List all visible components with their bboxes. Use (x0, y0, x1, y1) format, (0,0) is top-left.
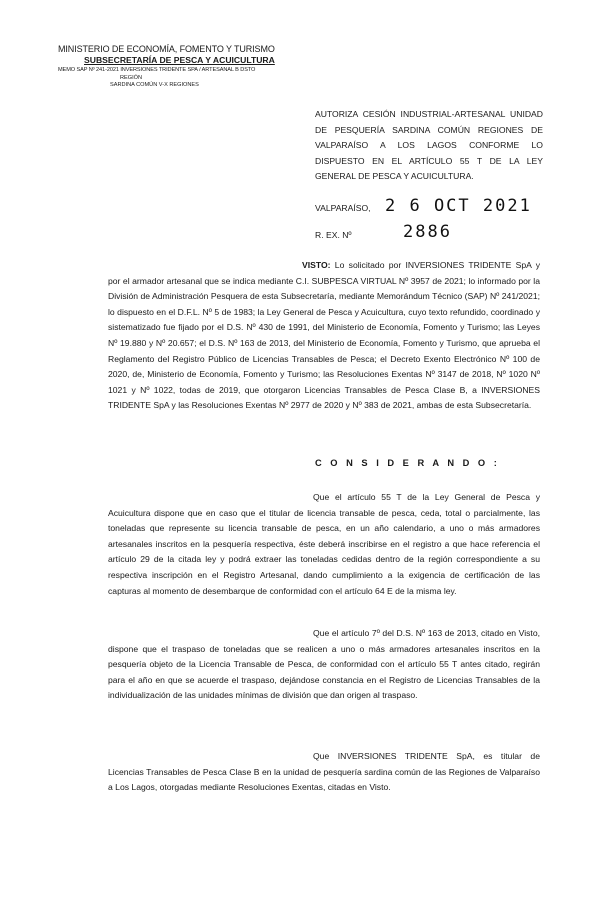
considerando-paragraph-2 (108, 626, 540, 704)
place-and-date (315, 197, 555, 219)
considerando-heading: C O N S I D E R A N D O : (315, 458, 500, 468)
visto-text: Lo solicitado por INVERSIONES TRIDENTE SpA y por el armador artesanal que se indica mediante C.I. SUBPESCA VIRTUAL Nº 3957 de 2021; lo informado por la División de Administración Pesquera de esta Subsecretaría, mediante Memorándum Técnico (SAP) Nº 241/2021; lo dispuesto en el D.F.L. Nº 5 de 1983; la Ley General de Pesca y Acuicultura, cuyo texto refundido, coordinado y sistematizado fue fijado por el D.S. Nº 430 de 1991, del Ministerio de Economía, Fomento y Turismo; las Leyes Nº 19.880 y Nº 20.657; el D.S. Nº 163 de 2013, del Ministerio de Economía, Fomento y Turismo, que aprueba el Reglamento del Registro Público de Licencias Transables de Pesca; el Decreto Exento Electrónico Nº 100 de 2020, de, Ministerio de Economía, Fomento y Turismo; las Resoluciones Exentas Nº 3147 de 2018, Nº 1020 Nº 1021 y Nº 1022, todas de 2019, que otorgaron Licencias Transables de Pesca Clase B, a INVERSIONES TRIDENTE SpA y las Resoluciones Exentas Nº 2977 de 2020 y Nº 383 de 2021, ambas de esta Subsecretaría. (108, 260, 540, 411)
city-label: VALPARAÍSO, (315, 203, 371, 213)
resolution-subject: AUTORIZA CESIÓN INDUSTRIAL-ARTESANAL UNIDAD DE PESQUERÍA SARDINA COMÚN REGIONES DE VALPARAÍSO A LOS LAGOS CONFORME LO DISPUESTO EN EL ARTÍCULO 55 T DE LA LEY GENERAL DE PESCA Y ACUICULTURA. (315, 109, 543, 181)
region-label: REGIÓN (120, 75, 143, 81)
considerando-paragraph-1 (108, 490, 540, 599)
considerando-text-3: Que INVERSIONES TRIDENTE SpA, es titular de Licencias Transables de Pesca Clase B en la unidad de pesquería sardina común de las Regiones de Valparaíso a Los Lagos, otorgadas mediante Resoluciones Exentas, citadas en Visto. (108, 751, 540, 793)
visto-paragraph (108, 258, 540, 414)
rex-label: R. EX. Nº (315, 230, 352, 240)
visto-label: VISTO: (302, 260, 331, 270)
undersecretariat-name: SUBSECRETARÍA DE PESCA Y ACUICULTURA (84, 55, 275, 65)
date-stamp: 2 6 OCT 2021 (385, 196, 532, 216)
rex-number: 2886 (403, 222, 452, 242)
considerando-text-1: Que el artículo 55 T de la Ley General de Pesca y Acuicultura dispone que en caso que el titular de licencia transable de pesca, ceda, total o parcialmente, las toneladas que represente su licencia transable de pesca, en un año calendario, a uno o más armadores artesanales inscritos en la pesquería respectiva, éste deberá inscribirse en el registro a que hace referencia el artículo 29 de la citada ley y podrá extraer las toneladas cedidas dentro de la región correspondiente a su respectiva inscripción en el Registro Artesanal, dando cumplimiento a la exigencia de certificación de las capturas al momento de desembarque de conformidad con el artículo 64 E de la misma ley. (108, 492, 540, 596)
considerando-paragraph-3 (108, 749, 540, 796)
species-regions: SARDINA COMÚN V-X REGIONES (110, 82, 199, 88)
considerando-text-2: Que el artículo 7º del D.S. Nº 163 de 2013, citado en Visto, dispone que el traspaso de toneladas que se realicen a uno o más armadores artesanales inscritos en la pesquería objeto de la Licencia Transable de Pesca, de conformidad con el artículo 55 T antes citado, regirán para el año en que se acuerde el traspaso, dejándose constancia en el Registro de Licencias Transables de la individualización de las unidades mínimas de división que dan origen al traspaso. (108, 628, 540, 701)
ministry-name: MINISTERIO DE ECONOMÍA, FOMENTO Y TURISMO (58, 44, 275, 54)
letterhead (58, 44, 288, 88)
resolution-number-box (315, 222, 555, 244)
memo-reference: MEMO SAP Nº 241-2021 INVERSIONES TRIDENTE SPA / ARTESANAL B DSTO (58, 67, 256, 73)
